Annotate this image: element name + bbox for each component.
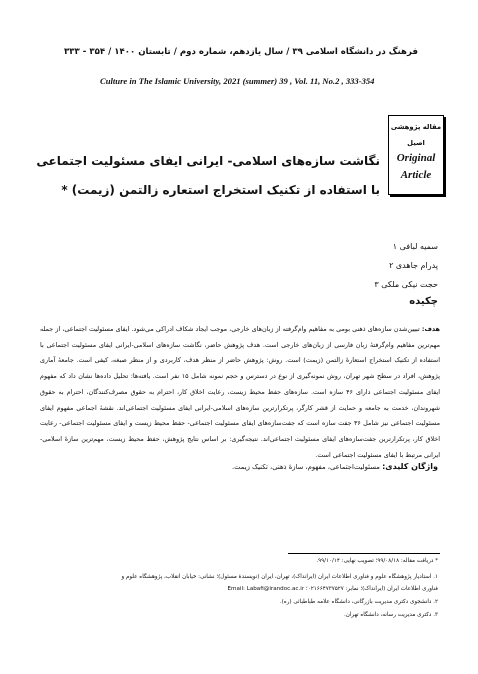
footnote-divider <box>288 553 440 554</box>
keywords-label: واژگان کلیدی: <box>382 462 438 471</box>
article-type-badge <box>388 115 444 195</box>
abstract-text: تبیین‌شدن سازه‌های ذهنی بومی به مفاهیم وام‌گرفته از زبان‌های خارجی، موجب ایجاد شکاف ادراکی می‌شود. ایفای مسئولیت اجتماعی، از جمله مهم‌ترین مفاهیم وام‌گرفتهٔ زبان فارسی از زبان‌های خارجی است. هدف پژوهش حاضر، نگاشت سازه‌های اسلامی-ایرانی ایفای مسئولیت اجتماعی با استفاده از تکنیک استخراج استعارهٔ زالتمن (زیمت) است. روش: پژوهش حاضر از منظر هدف، کاربردی و از منظر صبغه، کیفی است. جامعهٔ آماری پژوهش، افراد در سطح شهر تهران، روش نمونه‌گیری از نوع در دسترس و حجم نمونه شامل ۱۵ نفر است. یافته‌ها: تحلیل داده‌ها نشان داد که مفهوم ایفای مسئولیت اجتماعی دارای ۴۶ سازه است. سازه‌های حفظ محیط زیست، رعایت اخلاق کار، احترام به حقوق مصرف‌کنندگان، احترام به حقوق شهروندان، خدمت به جامعه و حمایت از قشر کارگر، پرتکرارترین سازه‌های اسلامی-ایرانی ایفای مسئولیت اجتماعی‌اند. نقشهٔ اجماعی مفهوم ایفای مسئولیت اجتماعی نیز شامل ۳۶ جفت سازه است که جفت‌سازه‌های ایفای مسئولیت اجتماعی- حفظ محیط زیست و ایفای مسئولیت اجتماعی- رعایت اخلاق کار، پرتکرارترین جفت‌سازه‌های ایفای مسئولیت اجتماعی‌اند. نتیجه‌گیری: بر اساس نتایج پژوهش، حفظ محیط زیست، مهم‌ترین سازهٔ اسلامی- ایرانی مرتبط با ایفای مسئولیت اجتماعی است. <box>40 325 440 459</box>
badge-english-line1: Original <box>396 152 436 164</box>
footnote-author-1-contact: فناوری اطلاعات ایران (ایرانداک)؛ نمابر: ۰۲۱۶۶۴۷۳۷۵۲۷؛ Email: Labafi@irandoc.ac.ir <box>227 586 438 592</box>
author-1: سمیه لبافی ۱ <box>392 242 438 251</box>
footnote-author-1: ۱. استادیار پژوهشگاه علوم و فناوری اطلاعات ایران (ایرانداک)، تهران، ایران (نویسندهٔ مسئول)؛ نشانی: خیابان انقلاب، پژوهشگاه علوم و <box>121 574 438 580</box>
abstract-heading: چکیده <box>409 296 438 307</box>
keywords <box>40 462 438 471</box>
article-title-line1: نگاشت سازه‌های اسلامی- ایرانی ایفای مسئولیت اجتماعی <box>36 154 380 168</box>
journal-header-english: Culture in The Islamic University, 2021 (summer) 39 , Vol. 11, No.2 , 333-354 <box>100 76 375 86</box>
badge-persian-line2: اصیل <box>407 139 425 147</box>
journal-header-persian: فرهنگ در دانشگاه اسلامی ۳۹ / سال یازدهم، شماره دوم / تابستان ۱۴۰۰ / ۳۵۴ - ۳۳۳ <box>64 47 418 57</box>
author-2: پدرام جاهدی ۲ <box>389 261 438 270</box>
badge-english-line2: Article <box>400 169 432 181</box>
author-3: حجت نیکی ملکی ۳ <box>374 280 438 289</box>
abstract-body <box>40 322 440 463</box>
abstract-label: هدف: <box>421 325 440 333</box>
keywords-text: مسئولیت‌اجتماعی، مفهوم، سازهٔ ذهنی، تکنیک زیمت. <box>231 463 383 471</box>
footnote-author-2: ۲. دانشجوی دکتری مدیریت بازرگانی، دانشگاه علامه طباطبائی (ره). <box>279 599 438 605</box>
footnote-author-3: ۳. دکتری مدیریت رسانه، دانشگاه تهران. <box>343 612 438 618</box>
article-title-line2: با استفاده از تکنیک استخراج استعاره زالتمن (زیمت) * <box>61 183 380 197</box>
footnote-dates: * دریافت مقاله: ۹۹/۰۸/۱۸؛ تصویب نهایی: ۹۹/۱۰/۱۴. <box>316 558 438 564</box>
badge-persian-line1: مقاله پژوهشی <box>390 123 442 131</box>
